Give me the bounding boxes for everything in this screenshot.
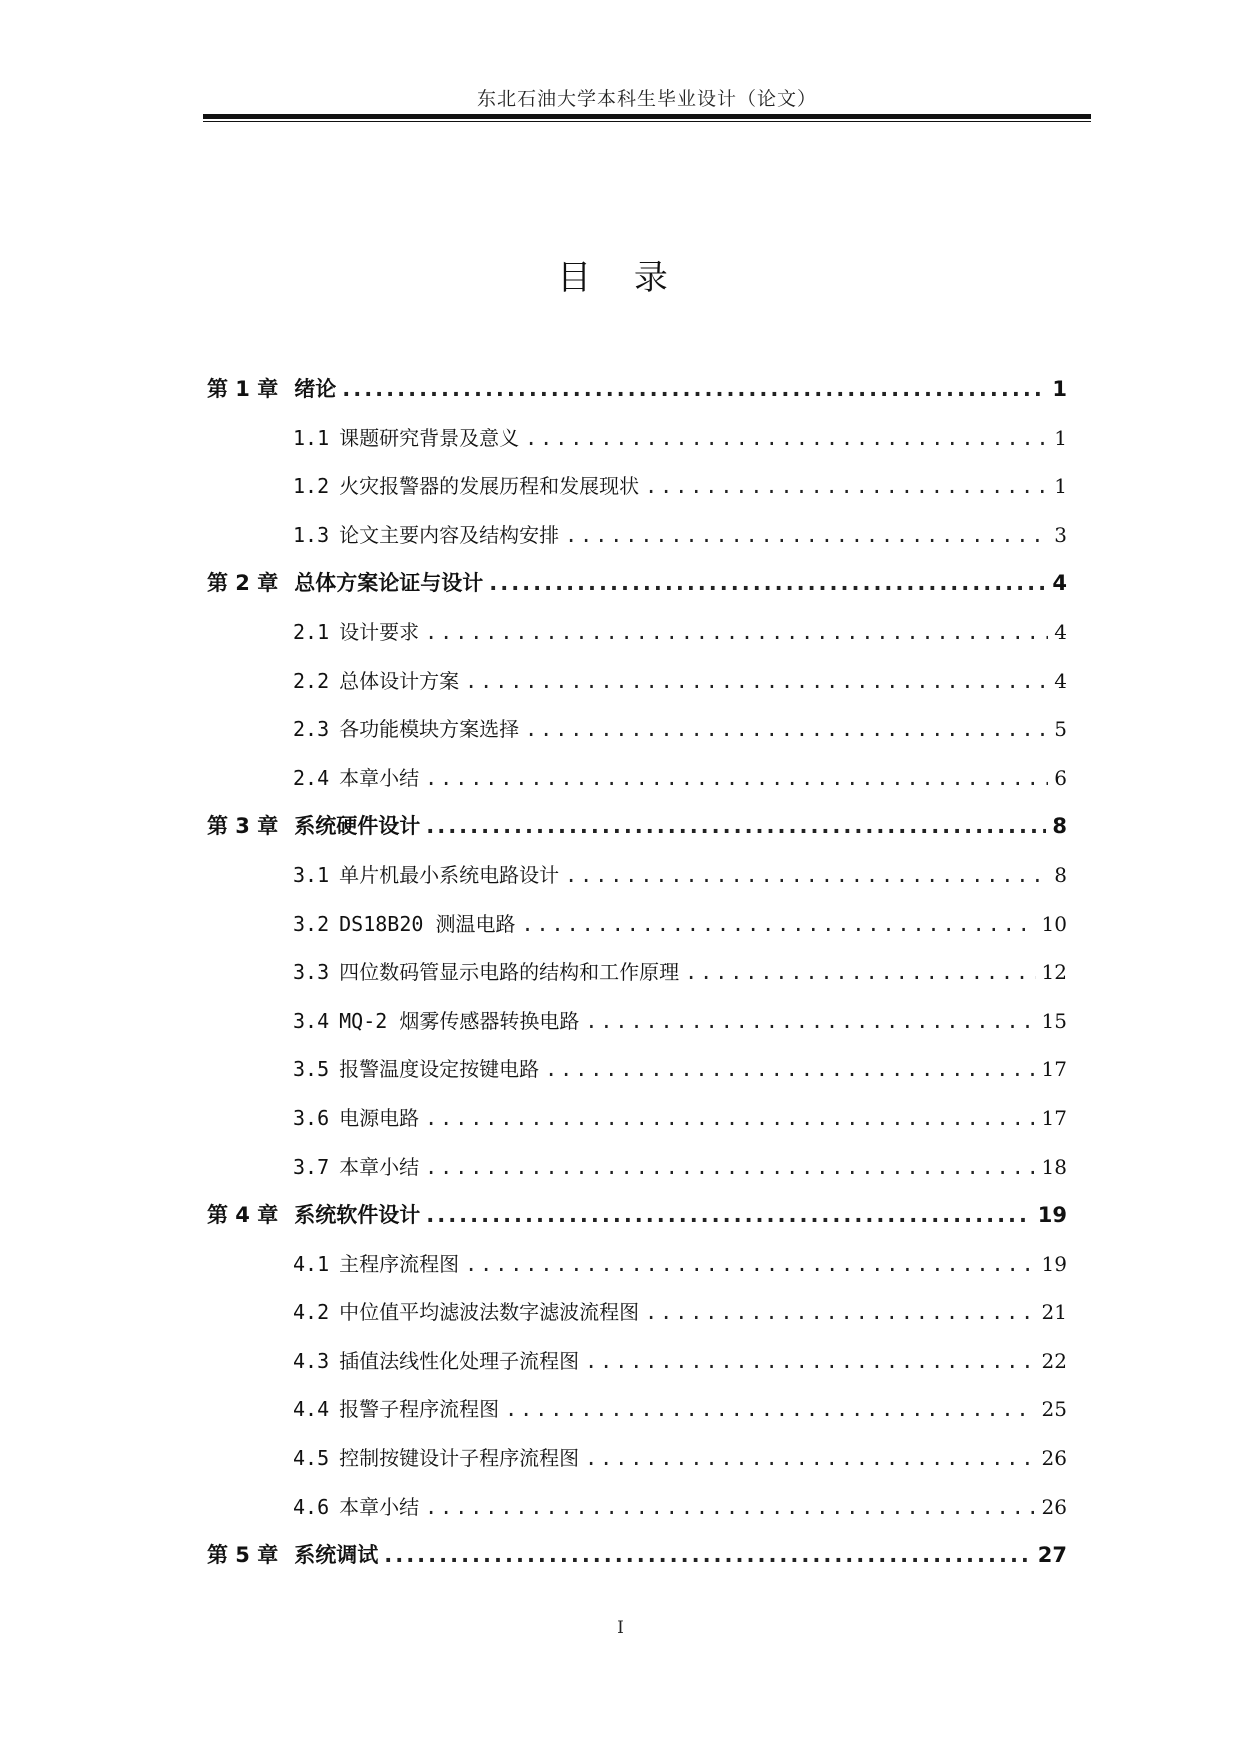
toc-entry-page: 25	[1041, 1397, 1067, 1422]
toc-entry-page: 1	[1054, 474, 1067, 499]
toc-entry-page: 1	[1054, 425, 1067, 450]
toc-entry-title: 总体设计方案	[339, 668, 460, 693]
toc-entry-page: 27	[1037, 1543, 1067, 1568]
toc-entry-number: 第 4 章	[207, 1203, 279, 1228]
toc-section-entry[interactable]	[207, 762, 1067, 811]
toc-chapter-entry[interactable]	[207, 1539, 1067, 1588]
toc-entry-title: 报警温度设定按键电路	[339, 1057, 540, 1082]
toc-entry-title: 设计要求	[339, 619, 420, 644]
toc-entry-number: 2.4	[293, 765, 330, 790]
toc-dot-leader	[489, 571, 1046, 595]
toc-dot-leader	[465, 669, 1048, 693]
toc-entry-page: 22	[1041, 1348, 1067, 1373]
toc-entry-title: 中位值平均滤波法数字滤波流程图	[339, 1300, 640, 1325]
header-rule-thin	[203, 121, 1091, 122]
toc-entry-title: 绪论	[294, 377, 337, 401]
toc-entry-page: 8	[1052, 814, 1067, 839]
toc-dot-leader	[585, 1446, 1035, 1470]
toc-entry-page: 26	[1041, 1446, 1067, 1471]
toc-section-entry[interactable]	[207, 519, 1067, 568]
toc-entry-title: 插值法线性化处理子流程图	[339, 1348, 580, 1373]
toc-section-entry[interactable]	[207, 665, 1067, 714]
toc-entry-title: 主程序流程图	[339, 1251, 460, 1276]
toc-dot-leader	[425, 1106, 1035, 1130]
toc-entry-title: 本章小结	[339, 765, 420, 790]
toc-title: 目 录	[557, 258, 684, 298]
toc-entry-page: 19	[1041, 1251, 1067, 1276]
toc-entry-title: 报警子程序流程图	[339, 1397, 500, 1422]
toc-dot-leader	[521, 912, 1035, 936]
toc-entry-number: 第 1 章	[207, 377, 279, 401]
toc-entry-page: 17	[1041, 1105, 1067, 1130]
toc-entry-title: 本章小结	[339, 1154, 420, 1179]
toc-entry-number: 4.2	[293, 1300, 330, 1325]
toc-entry-number: 3.3	[293, 960, 330, 985]
toc-entry-number: 3.6	[293, 1105, 330, 1130]
toc-entry-number: 1.1	[293, 425, 330, 450]
header-rule-thick	[203, 114, 1091, 119]
toc-entry-title: 课题研究背景及意义	[339, 425, 520, 450]
toc-section-entry[interactable]	[207, 470, 1067, 519]
toc-dot-leader	[425, 620, 1048, 644]
toc-dot-leader	[525, 426, 1048, 450]
toc-entry-page: 3	[1054, 522, 1067, 547]
toc-entry-number: 第 5 章	[207, 1543, 279, 1568]
toc-entry-number: 4.1	[293, 1251, 330, 1276]
toc-entry-page: 6	[1054, 765, 1067, 790]
toc-dot-leader	[425, 1155, 1035, 1179]
toc-entry-page: 4	[1054, 619, 1067, 644]
toc-entry-number: 第 3 章	[207, 814, 279, 839]
toc-entry-title: 各功能模块方案选择	[339, 717, 520, 742]
toc-entry-title: 系统硬件设计	[294, 814, 421, 839]
toc-entry-title: 单片机最小系统电路设计	[339, 862, 560, 887]
toc-section-entry[interactable]	[207, 1151, 1067, 1200]
toc-entry-number: 4.5	[293, 1446, 330, 1471]
toc-entry-number: 1.3	[293, 522, 330, 547]
toc-dot-leader	[565, 523, 1048, 547]
toc-entry-title: 四位数码管显示电路的结构和工作原理	[339, 960, 680, 985]
toc-dot-leader	[585, 1009, 1035, 1033]
toc-section-entry[interactable]	[207, 713, 1067, 762]
toc-dot-leader	[425, 766, 1048, 790]
toc-entry-number: 3.2	[293, 911, 330, 936]
toc-dot-leader	[425, 1495, 1035, 1519]
toc-entry-page: 1	[1052, 377, 1067, 401]
footer-page-number: I	[617, 1618, 624, 1638]
toc-entry-page: 4	[1052, 571, 1067, 596]
toc-dot-leader	[465, 1252, 1035, 1276]
toc-entry-page: 10	[1041, 911, 1067, 936]
toc-entry-number: 3.5	[293, 1057, 330, 1082]
toc-section-entry[interactable]	[207, 1102, 1067, 1151]
toc-dot-leader	[525, 717, 1048, 741]
toc-entry-number: 4.6	[293, 1494, 330, 1519]
toc-section-entry[interactable]	[207, 1005, 1067, 1054]
toc-entry-number: 4.3	[293, 1348, 330, 1373]
toc-entry-number: 2.1	[293, 619, 330, 644]
toc-dot-leader	[585, 1349, 1035, 1373]
toc-entry-title: MQ-2 烟雾传感器转换电路	[339, 1008, 580, 1033]
toc-section-entry[interactable]	[207, 1053, 1067, 1102]
toc-section-entry[interactable]	[207, 1442, 1067, 1491]
toc-entry-title: 总体方案论证与设计	[294, 571, 484, 596]
toc-section-entry[interactable]	[207, 1248, 1067, 1297]
toc-dot-leader	[545, 1057, 1035, 1081]
header-title: 东北石油大学本科生毕业设计（论文）	[476, 88, 817, 110]
toc-entry-page: 4	[1054, 668, 1067, 693]
toc-entry-page: 5	[1054, 717, 1067, 742]
toc-chapter-entry[interactable]	[207, 567, 1067, 616]
toc-entry-title: 系统调试	[294, 1543, 379, 1568]
toc-dot-leader	[426, 814, 1046, 838]
toc-section-entry[interactable]	[207, 422, 1067, 471]
toc-dot-leader	[645, 1300, 1035, 1324]
toc-entry-page: 26	[1041, 1494, 1067, 1519]
toc-entry-title: 本章小结	[339, 1494, 420, 1519]
toc-section-entry[interactable]	[207, 1296, 1067, 1345]
toc-dot-leader	[565, 863, 1048, 887]
toc-section-entry[interactable]	[207, 859, 1067, 908]
toc-entry-title: 控制按键设计子程序流程图	[339, 1446, 580, 1471]
toc-entry-page: 18	[1041, 1154, 1067, 1179]
toc-section-entry[interactable]	[207, 908, 1067, 957]
toc-section-entry[interactable]	[207, 1393, 1067, 1442]
toc-section-entry[interactable]	[207, 1345, 1067, 1394]
toc-section-entry[interactable]	[207, 956, 1067, 1005]
toc-entry-page: 15	[1041, 1008, 1067, 1033]
toc-section-entry[interactable]	[207, 1491, 1067, 1540]
toc-entry-number: 2.3	[293, 717, 330, 742]
toc-entry-page: 12	[1041, 960, 1067, 985]
toc-entry-title: 火灾报警器的发展历程和发展现状	[339, 474, 640, 499]
toc-dot-leader	[685, 960, 1035, 984]
table-of-contents	[207, 373, 1067, 1588]
toc-entry-page: 21	[1041, 1300, 1067, 1325]
toc-entry-number: 3.4	[293, 1008, 330, 1033]
toc-entry-number: 第 2 章	[207, 571, 279, 596]
toc-entry-number: 3.1	[293, 862, 330, 887]
toc-dot-leader	[342, 377, 1046, 401]
toc-dot-leader	[645, 474, 1048, 498]
toc-dot-leader	[384, 1543, 1032, 1567]
toc-entry-page: 19	[1037, 1203, 1067, 1228]
toc-chapter-entry[interactable]	[207, 810, 1067, 859]
toc-chapter-entry[interactable]	[207, 1199, 1067, 1248]
toc-entry-title: 论文主要内容及结构安排	[339, 522, 560, 547]
toc-entry-title: 系统软件设计	[294, 1203, 421, 1228]
toc-entry-page: 17	[1041, 1057, 1067, 1082]
toc-section-entry[interactable]	[207, 616, 1067, 665]
toc-entry-number: 2.2	[293, 668, 330, 693]
toc-chapter-entry[interactable]	[207, 373, 1067, 422]
toc-entry-number: 3.7	[293, 1154, 330, 1179]
toc-dot-leader	[426, 1203, 1032, 1227]
toc-entry-page: 8	[1054, 862, 1067, 887]
toc-entry-number: 1.2	[293, 474, 330, 499]
toc-entry-title: 电源电路	[339, 1105, 420, 1130]
toc-entry-number: 4.4	[293, 1397, 330, 1422]
toc-dot-leader	[505, 1397, 1035, 1421]
toc-entry-title: DS18B20 测温电路	[339, 911, 516, 936]
